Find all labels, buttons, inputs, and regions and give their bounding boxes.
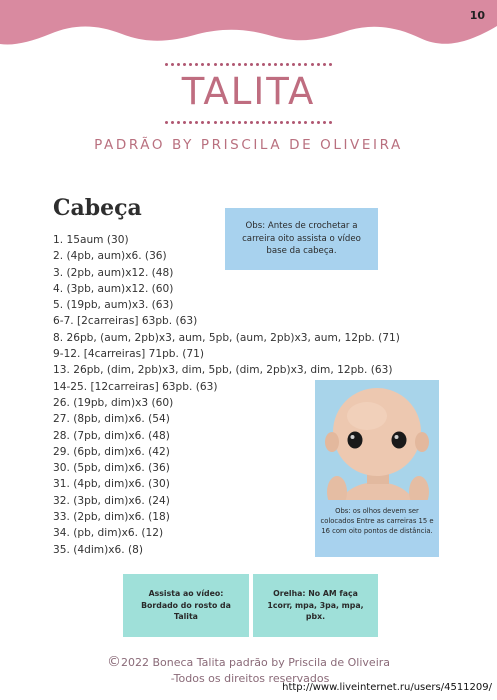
page-number: 10: [469, 9, 485, 22]
section-heading: Cabeça: [53, 195, 142, 221]
note-before-row-eight: Obs: Antes de crochetar a carreira oito assista o vídeo base da cabeça.: [225, 208, 378, 270]
instruction-row: 9-12. [4carreiras] 71pb. (71): [53, 348, 204, 361]
doll-head-photo: [315, 380, 439, 500]
instruction-row: 2. (4pb, aum)x6. (36): [53, 250, 167, 263]
pattern-title: TALITA: [181, 70, 316, 113]
note-eye-placement: Obs: os olhos devem ser colocados Entre as carreiras 15 e 16 com oito pontos de distância.: [315, 500, 439, 557]
instruction-row: 4. (3pb, aum)x12. (60): [53, 282, 174, 295]
instruction-row: 31. (4pb, dim)x6. (30): [53, 478, 170, 491]
note-ear-instructions: Orelha: No AM faça 1corr, mpa, 3pa, mpa, pbx.: [253, 574, 378, 637]
copyright-text: 2022 Boneca Talita padrão by Priscila de Oliveira: [120, 656, 391, 669]
header-wave: [0, 0, 497, 56]
instruction-row: 32. (3pb, dim)x6. (24): [53, 494, 170, 507]
instruction-row: 30. (5pb, dim)x6. (36): [53, 462, 170, 475]
instruction-row: 14-25. [12carreiras] 63pb. (63): [53, 380, 218, 393]
instruction-row: 26. (19pb, dim)x3 (60): [53, 396, 174, 409]
instruction-row: 29. (6pb, dim)x6. (42): [53, 445, 170, 458]
pattern-subtitle: PADRÃO BY PRISCILA DE OLIVEIRA: [94, 137, 403, 153]
instruction-row: 28. (7pb, dim)x6. (48): [53, 429, 170, 442]
instruction-row: 13. 26pb, (dim, 2pb)x3, dim, 5pb, (dim, 2pb)x3, dim, 12pb. (63): [53, 364, 393, 377]
source-watermark: http://www.liveinternet.ru/users/4511209/: [282, 682, 492, 693]
instruction-row: 3. (2pb, aum)x12. (48): [53, 266, 174, 279]
instruction-row: 6-7. [2carreiras] 63pb. (63): [53, 315, 198, 328]
instruction-row: 35. (4dim)x6. (8): [53, 543, 143, 556]
copyright-icon: ©: [106, 654, 121, 670]
instruction-row: 5. (19pb, aum)x3. (63): [53, 299, 174, 312]
copyright-line: [0, 654, 497, 670]
title-dots-bottom: [165, 121, 332, 125]
instruction-row: 34. (pb, dim)x6. (12): [53, 527, 164, 540]
instruction-row: 8. 26pb, (aum, 2pb)x3, aum, 5pb, (aum, 2pb)x3, aum, 12pb. (71): [53, 331, 400, 344]
instruction-row: 1. 15aum (30): [53, 234, 129, 246]
instruction-row: 33. (2pb, dim)x6. (18): [53, 511, 170, 524]
rights-reserved: -Todos os direitos reservados: [170, 672, 330, 685]
title-dots-top: [165, 63, 332, 67]
note-face-video: Assista ao vídeo: Bordado do rosto da Talita: [123, 574, 249, 637]
instruction-row: 27. (8pb, dim)x6. (54): [53, 413, 170, 426]
